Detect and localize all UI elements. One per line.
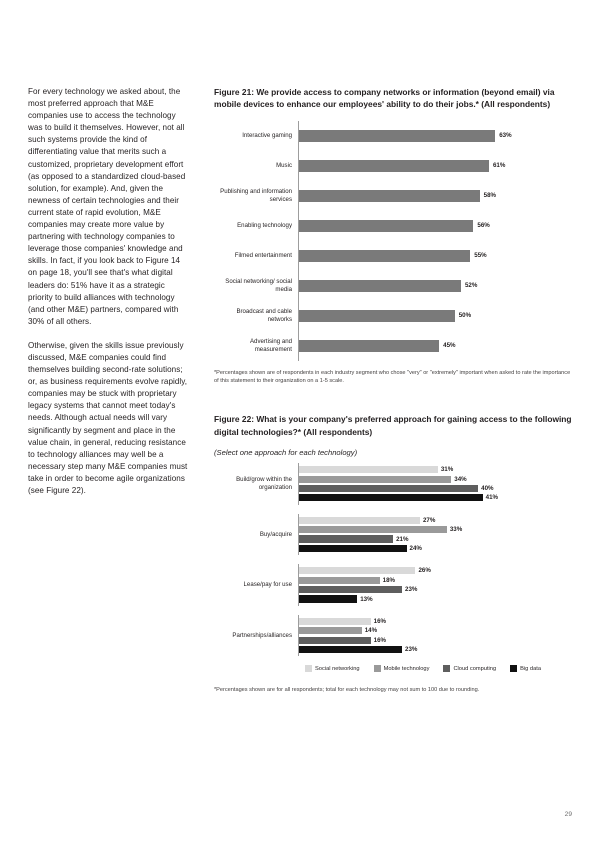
bar — [299, 637, 371, 644]
category-label: Interactive gaming — [242, 132, 292, 140]
bar-value-label: 31% — [440, 466, 454, 474]
bar-track — [298, 615, 572, 657]
bar-value-label: 16% — [373, 636, 387, 644]
figure-22-legend — [274, 665, 572, 672]
bar-row — [299, 645, 572, 654]
chart-bar-row — [214, 181, 572, 211]
bar-row — [299, 617, 572, 626]
bar-row — [299, 594, 572, 603]
bar-track — [298, 331, 572, 361]
legend-swatch — [305, 665, 312, 672]
bar-value-label: 23% — [405, 646, 418, 654]
bar-value-label: 21% — [396, 535, 409, 543]
legend-swatch — [374, 665, 381, 672]
bar — [299, 466, 438, 473]
legend-item — [305, 665, 360, 672]
bar-value-label: 16% — [373, 617, 387, 625]
bar-value-label: 63% — [499, 132, 512, 140]
bar — [299, 646, 402, 653]
bar-value-label: 26% — [418, 567, 431, 575]
category-label: Buy/acquire — [259, 530, 292, 538]
category-label: Music — [276, 162, 292, 170]
bar — [299, 476, 451, 483]
bar — [299, 567, 415, 574]
legend-label: Social networking — [315, 665, 360, 672]
page-number: 29 — [564, 811, 572, 818]
chart-bar-row — [214, 301, 572, 331]
bar — [299, 535, 393, 542]
bar — [299, 250, 470, 262]
paragraph-1: For every technology we asked about, the most preferred approach that M&E companies use to access the technology was to build it themselves. However, not all such systems provide the kind of differentiating value that merits such a customized, proprietary development effort (as opposed to a standardized cloud-based solution, for example). And, given the newness of certain technologies and their current state of rapid evolution, M&E companies may create more value by partnering with technology companies to leverage those companies' knowledge and skills. In fact, if you look back to Figure 14 on page 18, you'll see that's what digital leaders do: 51% have it as a strategic priority to build alliances with technology (and other M&E) partners, compared with 30% of all others. — [28, 87, 186, 326]
chart-bar-row — [214, 241, 572, 271]
bar-value-label: 50% — [458, 312, 472, 320]
bar — [299, 485, 478, 492]
bar-row — [299, 585, 572, 594]
bar-track — [298, 241, 572, 271]
chart-bar-group — [214, 564, 572, 606]
category-label: Publishing and information services — [220, 188, 292, 203]
bar-row — [299, 474, 572, 483]
bar-track — [298, 271, 572, 301]
bar-value-label: 13% — [360, 595, 373, 603]
bar-row — [299, 465, 572, 474]
bar-value-label: 61% — [492, 162, 506, 170]
legend-swatch — [443, 665, 450, 672]
bar-track — [298, 463, 572, 505]
bar-row — [299, 516, 572, 525]
chart-bar-group — [214, 615, 572, 657]
bar-row — [299, 484, 572, 493]
chart-bar-row — [214, 331, 572, 361]
bar-track — [298, 181, 572, 211]
category-label: Social networking/ social media — [225, 278, 292, 293]
legend-label: Big data — [520, 665, 541, 672]
category-label: Enabling technology — [237, 222, 292, 230]
bar-row — [299, 525, 572, 534]
legend-label: Cloud computing — [453, 665, 497, 672]
category-label: Broadcast and cable networks — [236, 308, 292, 323]
bar-track — [298, 121, 572, 151]
category-label: Advertising and measurement — [249, 338, 292, 353]
category-label: Lease/pay for use — [243, 581, 292, 589]
bar — [299, 220, 473, 232]
bar-track — [298, 151, 572, 181]
bar-row — [299, 566, 572, 575]
chart-bar-row — [214, 271, 572, 301]
bar-value-label: 34% — [454, 475, 467, 483]
legend-item — [510, 665, 541, 672]
bar-value-label: 33% — [449, 526, 463, 534]
bar — [299, 190, 480, 202]
figure-22-chart — [214, 463, 572, 656]
bar-value-label: 41% — [485, 494, 499, 502]
legend-label: Mobile technology — [383, 665, 430, 672]
bar — [299, 494, 483, 501]
category-label: Partnerships/alliances — [232, 631, 292, 639]
bar — [299, 526, 447, 533]
chart-bar-row — [214, 121, 572, 151]
bar-track — [298, 211, 572, 241]
bar — [299, 517, 420, 524]
bar-track — [298, 301, 572, 331]
chart-bar-row — [214, 211, 572, 241]
figure-22-subtitle: (Select one approach for each technology) — [214, 448, 358, 458]
figure-22-title: Figure 22: What is your company's preferred approach for gaining access to the following digital technologies?* (All respondents) — [214, 414, 572, 437]
bar-row — [299, 544, 572, 553]
legend-swatch — [510, 665, 517, 672]
figures-column — [214, 86, 572, 694]
figure-22-footnote: *Percentages shown are for all respondents; total for each technology may not sum to 100 due to rounding. — [214, 687, 480, 694]
legend-item — [443, 665, 496, 672]
bar — [299, 627, 362, 634]
figure-21-footnote: *Percentages shown are of respondents in each industry segment who chose "very" or "extremely" important when asked to rate the importance of this statement to their organization on a 1-5 scale. — [214, 369, 571, 385]
category-label: Build/grow within the organization — [236, 476, 292, 491]
chart-bar-row — [214, 151, 572, 181]
bar — [299, 577, 380, 584]
bar-row — [299, 534, 572, 543]
figure-21-chart — [214, 121, 572, 361]
bar-track — [298, 564, 572, 606]
bar-value-label: 55% — [474, 252, 487, 260]
bar-track — [298, 514, 572, 556]
bar-row — [299, 493, 572, 502]
legend-item — [374, 665, 430, 672]
bar — [299, 310, 455, 322]
bar-value-label: 27% — [422, 516, 436, 524]
bar-value-label: 14% — [364, 627, 378, 635]
bar — [299, 545, 407, 552]
bar — [299, 340, 439, 352]
bar-value-label: 18% — [382, 576, 396, 584]
bar-row — [299, 626, 572, 635]
body-text-column — [28, 86, 188, 509]
bar-row — [299, 636, 572, 645]
bar-value-label: 56% — [477, 222, 490, 230]
chart-bar-group — [214, 514, 572, 556]
bar — [299, 280, 461, 292]
bar-value-label: 40% — [481, 485, 494, 492]
bar — [299, 595, 357, 602]
bar-value-label: 52% — [464, 282, 478, 290]
bar-value-label: 23% — [405, 586, 418, 594]
bar — [299, 160, 489, 172]
chart-bar-group — [214, 463, 572, 505]
bar — [299, 130, 495, 142]
bar-value-label: 58% — [483, 192, 497, 200]
bar-row — [299, 576, 572, 585]
bar-value-label: 24% — [409, 544, 422, 552]
paragraph-2: Otherwise, given the skills issue previously discussed, M&E companies could find themselves building second-rate solutions; or, as business requirements evolve rapidly, companies may be stuck with proprietary legacy systems that cannot meet today's needs. Although actual needs will vary significantly by segment and place in the value chain, in general, reducing resistance to technology alliances may well be a necessary step many M&E companies must take in order to become agile organizations (see Figure 22). — [28, 340, 188, 495]
bar — [299, 618, 371, 625]
figure-21-title: Figure 21: We provide access to company networks or information (beyond email) via mobile devices to enhance our employees' ability to do their jobs.* (All respondents) — [214, 87, 555, 110]
category-label: Filmed entertainment — [234, 252, 292, 260]
bar — [299, 586, 402, 593]
bar-value-label: 45% — [443, 342, 456, 350]
